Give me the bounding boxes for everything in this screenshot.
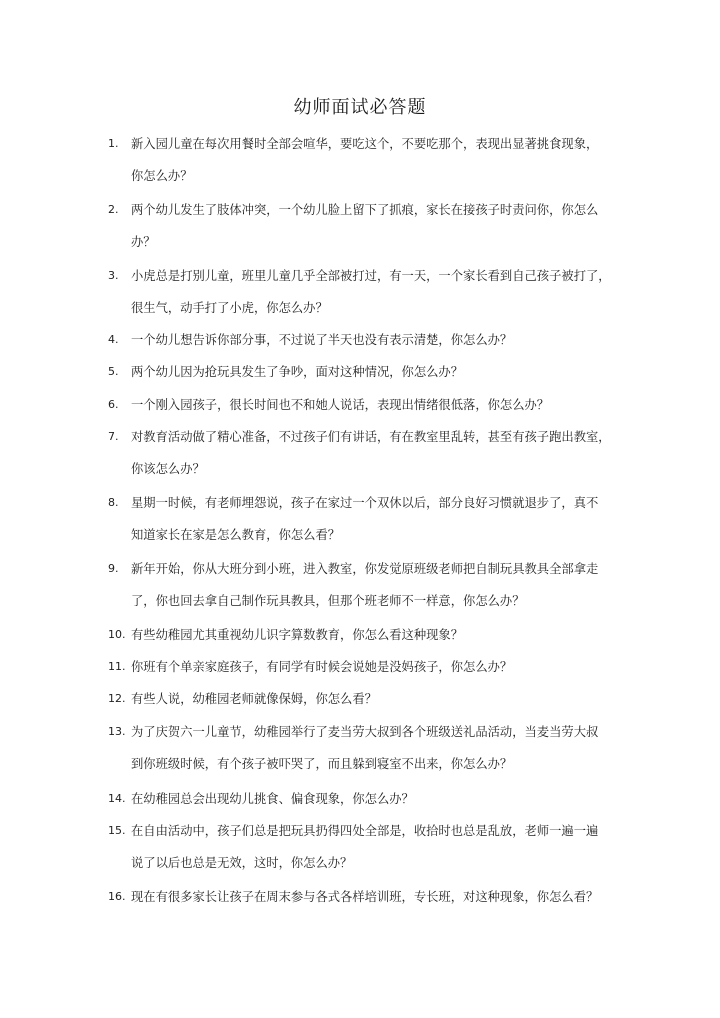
question-text-line: 为了庆贺六一儿童节，幼稚园举行了麦当劳大叔到各个班级送礼品活动，当麦当劳大叔 bbox=[131, 725, 599, 739]
question-text-line: 在自由活动中，孩子们总是把玩具扔得四处全部是，收拾时也总是乱放，老师一遍一遍 bbox=[131, 824, 599, 838]
question-text-line: 到你班级时候，有个孩子被吓哭了，而且躲到寝室不出来，你怎么办？ bbox=[131, 757, 513, 771]
question-number: 2. bbox=[108, 203, 119, 216]
question-number: 6. bbox=[108, 398, 119, 411]
question-text bbox=[131, 260, 621, 324]
question-number: 4. bbox=[108, 333, 119, 346]
question-number: 15. bbox=[108, 824, 126, 837]
question-text-line: 对教育活动做了精心准备，不过孩子们有讲话，有在教室里乱转，甚至有孩子跑出教室， bbox=[131, 430, 611, 444]
question-number: 8. bbox=[108, 496, 119, 509]
question-text-line: 你班有个单亲家庭孩子，有同学有时候会说她是没妈孩子，你怎么办？ bbox=[131, 660, 513, 674]
question-text-line: 新入园儿童在每次用餐时全部会喧华，要吃这个，不要吃那个，表现出显著挑食现象， bbox=[131, 137, 599, 151]
question-text-line: 很生气，动手打了小虎，你怎么办？ bbox=[131, 301, 328, 315]
question-number: 11. bbox=[108, 660, 126, 673]
question-text bbox=[131, 421, 621, 485]
question-text-line: 现在有很多家长让孩子在周末参与各式各样培训班，专长班，对这种现象，你怎么看？ bbox=[131, 890, 599, 904]
question-number: 1. bbox=[108, 137, 119, 150]
question-text-line: 两个幼儿发生了肢体冲突，一个幼儿脸上留下了抓痕，家长在接孩子时责问你，你怎么 bbox=[131, 203, 599, 217]
question-text-line: 星期一时候，有老师埋怨说，孩子在家过一个双休以后，部分良好习惯就退步了，真不 bbox=[131, 496, 599, 510]
question-text bbox=[131, 487, 621, 551]
question-text-line: 新年开始，你从大班分到小班，进入教室，你发觉原班级老师把自制玩具教具全部拿走 bbox=[131, 562, 599, 576]
question-text-line: 小虎总是打别儿童，班里儿童几乎全部被打过，有一天，一个家长看到自己孩子被打了， bbox=[131, 269, 611, 283]
question-number: 9. bbox=[108, 562, 119, 575]
question-text bbox=[131, 783, 621, 815]
document-title: 幼师面试必答题 bbox=[293, 97, 427, 118]
question-text-line: 你该怎么办？ bbox=[131, 462, 205, 476]
question-text bbox=[131, 815, 621, 879]
question-text-line: 说了以后也总是无效，这时，你怎么办？ bbox=[131, 856, 353, 870]
question-number: 16. bbox=[108, 890, 126, 903]
question-number: 5. bbox=[108, 365, 119, 378]
question-text bbox=[131, 683, 621, 715]
question-text bbox=[131, 651, 621, 683]
question-text-line: 有些人说，幼稚园老师就像保姆，你怎么看？ bbox=[131, 692, 377, 706]
question-text bbox=[131, 881, 621, 913]
question-text-line: 在幼稚园总会出现幼儿挑食、偏食现象，你怎么办？ bbox=[131, 792, 414, 806]
question-number: 12. bbox=[108, 692, 126, 705]
question-text bbox=[131, 619, 621, 651]
question-number: 3. bbox=[108, 269, 119, 282]
question-text bbox=[131, 128, 621, 192]
question-text bbox=[131, 716, 621, 780]
question-number: 7. bbox=[108, 430, 119, 443]
question-text-line: 了，你也回去拿自己制作玩具教具，但那个班老师不一样意，你怎么办？ bbox=[131, 594, 525, 608]
question-text-line: 有些幼稚园尤其重视幼儿识字算数教育，你怎么看这种现象？ bbox=[131, 628, 464, 642]
question-text bbox=[131, 194, 621, 258]
question-text bbox=[131, 356, 621, 388]
question-text-line: 两个幼儿因为抢玩具发生了争吵，面对这种情况，你怎么办？ bbox=[131, 365, 464, 379]
question-text-line: 办？ bbox=[131, 235, 156, 249]
question-text bbox=[131, 553, 621, 617]
question-text-line: 一个幼儿想告诉你部分事，不过说了半天也没有表示清楚，你怎么办？ bbox=[131, 333, 513, 347]
question-text-line: 一个刚入园孩子，很长时间也不和她人说话，表现出情绪很低落，你怎么办？ bbox=[131, 398, 550, 412]
question-text bbox=[131, 389, 621, 421]
question-text bbox=[131, 324, 621, 356]
question-text-line: 你怎么办？ bbox=[131, 169, 193, 183]
question-text-line: 知道家长在家是怎么教育，你怎么看？ bbox=[131, 528, 341, 542]
question-number: 13. bbox=[108, 725, 126, 738]
question-number: 10. bbox=[108, 628, 126, 641]
question-number: 14. bbox=[108, 792, 126, 805]
